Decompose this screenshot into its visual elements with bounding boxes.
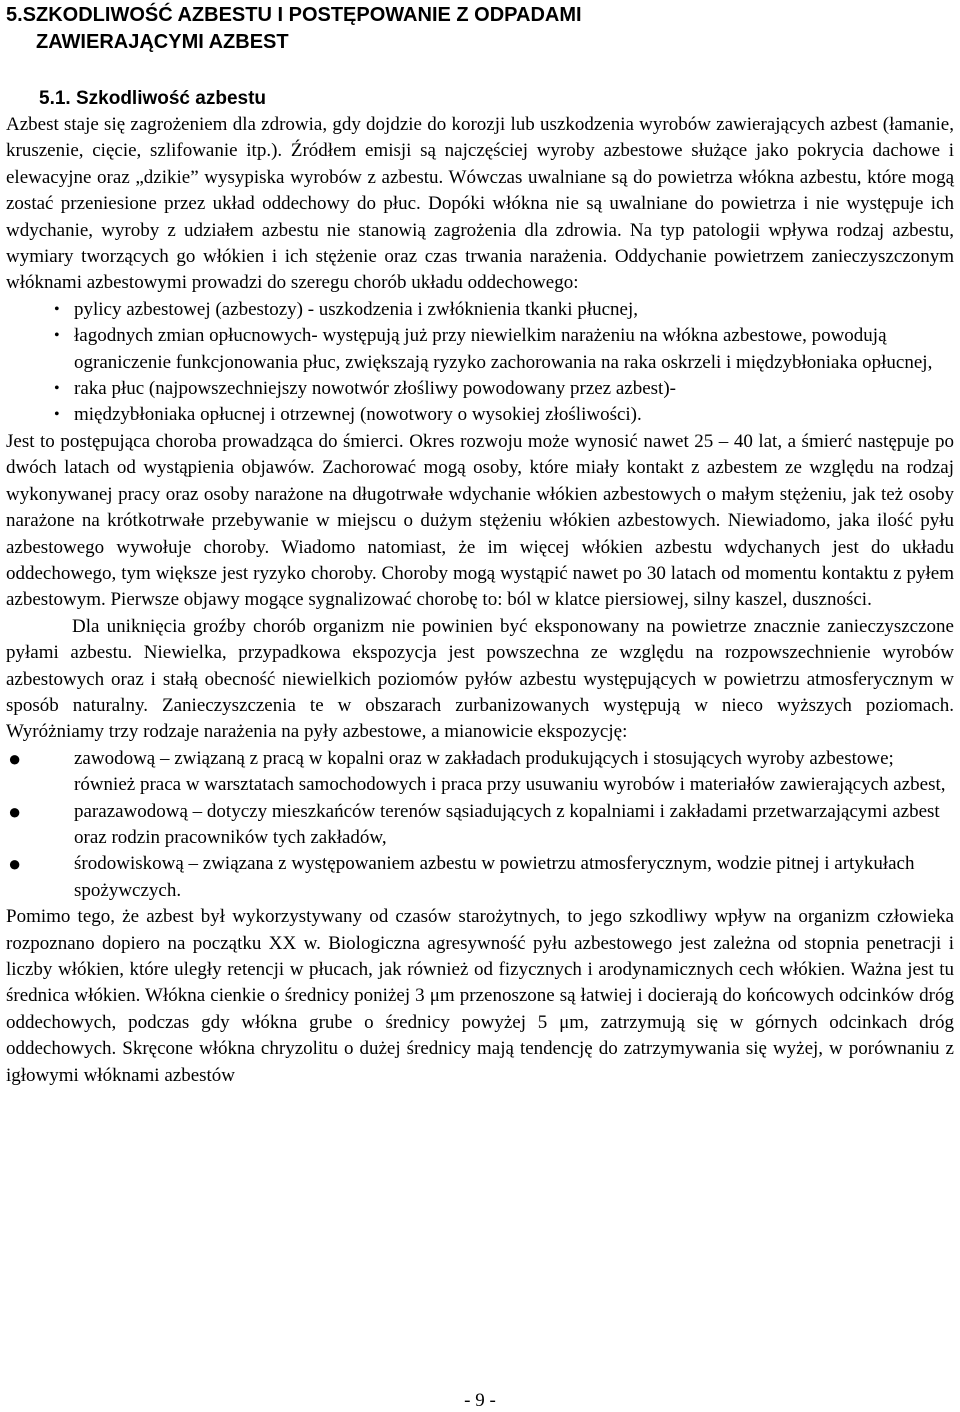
bullet-icon: • [54,300,60,318]
disease-list [6,297,954,429]
chapter-heading-line2: ZAWIERAJĄCYMI AZBEST [36,31,289,53]
paragraph-exposure-intro: Dla uniknięcia groźby chorób organizm nie powinien być eksponowany na powietrze znacznie zanieczyszczone pyłami azbestu. Niewielka, przypadkowa ekspozycja jest powszechna ze względu na rozpowszechnienie wyrobów azbestowych oraz i stałą obecność niewielkich poziomów pyłów azbestu występujących w powietrzu atmosferycznym w sposób naturalny. Zanieczyszczenia te w obszarach zurbanizowanych występują w nieco wyższych poziomach. Wyróżniamy trzy rodzaje narażenia na pyły azbestowe, a mianowicie ekspozycję: [6,615,954,743]
bullet-icon: ● [8,745,22,771]
bullet-icon: • [54,327,60,345]
section-heading: 5.1. Szkodliwość azbestu [39,88,267,109]
chapter-heading [6,0,954,56]
list-item [6,297,954,323]
list-item [6,376,954,402]
list-item-text: pylicy azbestowej (azbestozy) - uszkodzenia i zwłóknienia tkanki płucnej, [74,298,638,320]
list-item [6,746,954,799]
bullet-icon: • [54,406,60,424]
list-item [6,323,954,376]
list-item [6,851,954,904]
paragraph-biology: Pomimo tego, że azbest był wykorzystywany od czasów starożytnych, to jego szkodliwy wpływ na organizm człowieka rozpoznano dopiero na początku XX w. Biologiczna agresywność pyłu azbestowego jest zależna od stopnia penetracji i liczby włókien, które uległy retencji w płucach, jak również od fizycznych i arodynamicznych cech włókien. Ważna jest tu średnica włókien. Włókna cienkie o średnicy poniżej 3 μm przenoszone są łatwiej i docierają do końcowych odcinków dróg oddechowych, podczas gdy włókna grube o średnicy powyżej 5 μm, zatrzymują się w górnych odcinkach dróg oddechowych. Skręcone włókna chryzolitu o dużej średnicy mają tendencję do zatrzymywania się wyżej, w porównaniu z igłowymi włóknami azbestów [6,906,954,1086]
list-item-text: zawodową – związaną z pracą w kopalni oraz w zakładach produkujących i stosujących wyroby azbestowe; również praca w warsztatach samochodowych i praca przy usuwaniu wyrobów i materiałów zawierających azbest, [74,747,946,796]
paragraph-intro: Azbest staje się zagrożeniem dla zdrowia, gdy dojdzie do korozji lub uszkodzenia wyrobów zawierających azbest (łamanie, kruszenie, cięcie, szlifowanie itp.). Źródłem emisji są najczęściej wyroby azbestowe służące jako pokrycia dachowe i elewacyjne oraz „dzikie” wysypiska wyrobów z azbestu. Wówczas uwalniane są do powietrza włókna azbestu, które mogą zostać przeniesione przez układ oddechowy do płuc. Dopóki włókna nie są uwalniane do powietrza i nie występuje ich wdychanie, wyroby z udziałem azbestu nie stanowią zagrożenia dla zdrowia. Na typ patologii wpływa rodzaj azbestu, wymiary tworzących go włókien i ich stężenie oraz czas trwania narażenia. Oddychanie powietrzem zanieczyszczonym włóknami azbestowymi prowadzi do szeregu chorób układu oddechowego: [6,114,954,294]
list-item [6,402,954,428]
list-item-text: środowiskową – związana z występowaniem azbestu w powietrzu atmosferycznym, wodzie pitnej i artykułach spożywczych. [74,853,915,901]
bullet-icon: ● [8,798,22,824]
list-item-text: raka płuc (najpowszechniejszy nowotwór złośliwy powodowany przez azbest)- [74,378,676,400]
list-item [6,799,954,852]
bullet-icon: ● [8,851,22,877]
paragraph-disease-course: Jest to postępująca choroba prowadząca do śmierci. Okres rozwoju może wynosić nawet 25 – 40 lat, a śmierć następuje po dwóch latach od wystąpienia objawów. Zachorować mogą osoby, które miały kontakt z azbestem ze względu na rodzaj wykonywanej pracy oraz osoby narażone na długotrwałe wdychanie włókien azbestowych o małym stężeniu, jak też osoby narażone na krótkotrwałe przebywanie w miejscu o dużym stężeniu włókien azbestowych. Niewiadomo, jaka ilość pyłu azbestowego wywołuje choroby. Wiadomo natomiast, że im więcej włókien azbestu wdychanych jest do układu oddechowego, tym większe jest ryzyko choroby. Choroby mogą wystąpić nawet po 30 latach od momentu kontaktu z pyłem azbestowym. Pierwsze objawy mogące sygnalizować chorobę to: ból w klatce piersiowej, silny kaszel, duszności. [6,430,954,611]
chapter-heading-line1: 5.SZKODLIWOŚĆ AZBESTU I POSTĘPOWANIE Z ODPADAMI [6,4,582,26]
page-number: - 9 - [464,1390,496,1411]
bullet-icon: • [54,380,60,398]
exposure-list [6,746,954,904]
list-item-text: łagodnych zmian opłucnowych- występują już przy niewielkim narażeniu na włókna azbestowe, powodują ograniczenie funkcjonowania płuc, zwiększają ryzyko zachorowania na raka oskrzeli i międzybłoniaka opłucnej, [74,325,933,373]
list-item-text: parazawodową – dotyczy mieszkańców terenów sąsiadujących z kopalniami i zakładami przetwarzającymi azbest oraz rodzin pracowników tych zakładów, [74,800,940,848]
list-item-text: międzybłoniaka opłucnej i otrzewnej (nowotwory o wysokiej złośliwości). [74,404,642,426]
document-page [6,0,954,1089]
